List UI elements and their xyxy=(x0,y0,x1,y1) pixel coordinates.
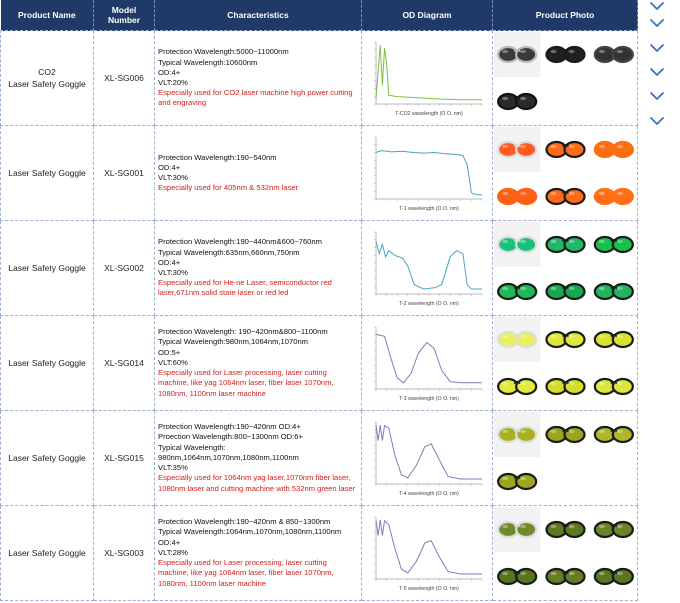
spec-line: Protection Wavelength:5000~11000nm xyxy=(158,47,289,57)
spec-line: Protection Wavelength: 190~420nm&800~1100nm xyxy=(158,327,328,337)
characteristics-cell xyxy=(155,126,362,221)
spec-line: Typical Wavelength:1064nm,1070nm,1080nm,1100nm xyxy=(158,527,342,537)
characteristics-cell xyxy=(155,31,362,126)
goggle-photo xyxy=(498,379,536,394)
od-caption: T-3 wavelength (O O. nm) xyxy=(398,396,459,402)
spec-line: OD:4+ xyxy=(158,257,181,267)
spec-line: Typical Wavelength:10600nm xyxy=(158,57,258,67)
usage-note: Especially used for 405nm & 532nm laser xyxy=(158,183,299,193)
goggle-photo xyxy=(595,189,633,204)
product-name-cell xyxy=(1,316,94,411)
goggle-photo xyxy=(498,94,536,109)
spec-line: Typical Wavelength: xyxy=(158,442,226,452)
od-chart xyxy=(366,132,489,214)
spec-line: OD:4+ xyxy=(158,537,181,547)
product-photo-cell xyxy=(493,506,638,601)
model-number: XL-SG003 xyxy=(94,506,155,601)
product-photo-cell xyxy=(493,126,638,221)
characteristics-cell xyxy=(155,411,362,506)
od-caption: T-5 wavelength (O O. nm) xyxy=(398,586,459,592)
od-caption: T-CO2 wavelength (O O. nm) xyxy=(394,111,463,117)
od-diagram-cell xyxy=(362,506,493,601)
product-name-cell xyxy=(1,31,94,126)
goggle-photo xyxy=(494,32,540,77)
product-photo-cell xyxy=(493,31,638,126)
spec-line: VLT:60% xyxy=(158,357,188,367)
goggle-photo xyxy=(595,427,633,442)
od-diagram-cell xyxy=(362,31,493,126)
goggle-photo xyxy=(547,569,585,584)
spec-line: Protection Wavelength:190~440nm&600~760nm xyxy=(158,237,322,247)
product-name: Laser Safety Goggle xyxy=(8,548,86,558)
goggle-photo xyxy=(498,569,536,584)
column-header-model-number: Model Number xyxy=(94,0,155,31)
spec-line: VLT:35% xyxy=(158,463,188,473)
characteristics-cell xyxy=(155,506,362,601)
characteristics-cell xyxy=(155,316,362,411)
product-photo xyxy=(493,316,638,410)
checkmark-icon xyxy=(649,17,665,29)
product-name-cell xyxy=(1,506,94,601)
product-name: Laser Safety Goggle xyxy=(8,453,86,463)
table-row xyxy=(1,411,638,506)
od-diagram-cell xyxy=(362,221,493,316)
od-caption: T-2 wavelength (O O. nm) xyxy=(398,301,459,307)
spec-line: VLT:28% xyxy=(158,547,188,557)
spec-line: OD:4+ xyxy=(158,162,181,172)
od-caption: T-4 wavelength (O O. nm) xyxy=(398,491,459,497)
goggle-photo xyxy=(494,412,540,457)
model-number: XL-SG006 xyxy=(94,31,155,126)
product-name-cell xyxy=(1,221,94,316)
column-header-od-diagram: OD Diagram xyxy=(362,0,493,31)
spec-line: 980nm,1064nm,1070nm,1080nm,1100nm xyxy=(158,452,299,462)
table-row xyxy=(1,126,638,221)
od-chart xyxy=(366,37,489,119)
goggle-photo xyxy=(498,189,536,204)
product-photo xyxy=(493,506,638,600)
checkmark-icon xyxy=(649,90,665,102)
goggle-photo xyxy=(595,569,633,584)
table-row xyxy=(1,506,638,601)
spec-line: VLT:30% xyxy=(158,173,188,182)
od-diagram-cell xyxy=(362,126,493,221)
goggle-photo xyxy=(595,142,633,157)
model-number: XL-SG002 xyxy=(94,221,155,316)
product-name: CO2 xyxy=(38,67,56,77)
od-chart xyxy=(366,227,489,309)
goggle-photo xyxy=(498,474,536,489)
spec-line: Proection Wavelength:800~1300nm OD:6+ xyxy=(158,432,303,442)
od-chart xyxy=(366,417,489,499)
model-number: XL-SG001 xyxy=(94,126,155,221)
table-row xyxy=(1,316,638,411)
product-photo-cell xyxy=(493,411,638,506)
spec-line: Typical Wavelength:980nm,1064nm,1070nm xyxy=(158,337,308,347)
table-header-row xyxy=(1,0,638,31)
goggle-photo xyxy=(595,332,633,347)
usage-note: Especially used for He-ne Laser, semiconductor red laser,671nm solid state laser or red led xyxy=(158,278,332,298)
goggle-photo xyxy=(547,237,585,252)
checkmark-icon xyxy=(649,115,665,127)
goggle-photo xyxy=(595,47,633,62)
product-photo-cell xyxy=(493,316,638,411)
goggle-photo xyxy=(498,284,536,299)
checkmark-icon xyxy=(649,66,665,78)
usage-note: Especially used for Laser processing, laser cutting machine, like yag 1064nm laser, fiber laser 1070nm, 1080nm, 1100nm laser machine xyxy=(158,368,334,398)
usage-note: Especially used for CO2 laser machine high power cutting and engraving xyxy=(158,88,353,108)
goggle-photo xyxy=(547,284,585,299)
product-photo xyxy=(493,31,638,125)
table-body xyxy=(1,31,638,601)
goggle-photo xyxy=(547,427,585,442)
product-photo xyxy=(493,221,638,315)
spec-line: VLT:20% xyxy=(158,78,188,87)
product-name: Laser Safety Goggle xyxy=(8,79,86,89)
spec-line: Typical Wavelength:635nm,660nm,750nm xyxy=(158,247,300,257)
goggle-photo xyxy=(547,379,585,394)
checkmark-icon xyxy=(649,0,665,12)
od-diagram-cell xyxy=(362,411,493,506)
table-row xyxy=(1,31,638,126)
goggle-photo xyxy=(547,332,585,347)
product-name-cell xyxy=(1,126,94,221)
spec-line: OD:4+ xyxy=(158,67,181,77)
usage-note: Especially used for Laser processing, laser cutting machine, like yag 1064nm laser, fiber laser 1070nm, 1080nm, 1100nm laser machine xyxy=(158,558,334,588)
od-caption: T-1 wavelength (O O. nm) xyxy=(398,206,459,212)
usage-note: Especially used for 1064nm yag laser,1070nm fiber laser, 1080nm laser and cutting machine with 532nm green laser xyxy=(158,473,356,493)
goggle-photo xyxy=(547,47,585,62)
column-header-characteristics: Characteristics xyxy=(155,0,362,31)
goggle-photo xyxy=(595,237,633,252)
goggle-photo xyxy=(494,507,540,552)
goggle-photo xyxy=(595,522,633,537)
model-number: XL-SG015 xyxy=(94,411,155,506)
goggle-photo xyxy=(494,127,540,172)
goggle-photo xyxy=(547,522,585,537)
goggle-photo xyxy=(547,142,585,157)
spec-line: Protection Wavelength:190~420nm & 850~1300nm xyxy=(158,517,331,527)
goggle-photo xyxy=(494,222,540,267)
product-name: Laser Safety Goggle xyxy=(8,168,86,178)
product-photo-cell xyxy=(493,221,638,316)
product-name-cell xyxy=(1,411,94,506)
product-name: Laser Safety Goggle xyxy=(8,263,86,273)
goggle-photo xyxy=(494,317,540,362)
goggle-photo xyxy=(595,284,633,299)
spec-line: VLT:30% xyxy=(158,268,188,277)
od-chart xyxy=(366,512,489,594)
model-number: XL-SG014 xyxy=(94,316,155,411)
goggle-photo xyxy=(595,379,633,394)
spec-line: OD:5+ xyxy=(158,347,181,357)
checkmark-icon xyxy=(649,42,665,54)
product-photo xyxy=(493,411,638,505)
spec-line: Protection Wavelength:190~420nm OD:4+ xyxy=(158,422,301,432)
table-row xyxy=(1,221,638,316)
spec-line: Protection Wavelength:190~540nm xyxy=(158,152,277,162)
product-name: Laser Safety Goggle xyxy=(8,358,86,368)
characteristics-cell xyxy=(155,221,362,316)
goggle-photo xyxy=(547,189,585,204)
product-photo xyxy=(493,126,638,220)
column-header-product-photo: Product Photo xyxy=(493,0,638,31)
column-header-product-name: Product Name xyxy=(1,0,94,31)
od-diagram-cell xyxy=(362,316,493,411)
od-chart xyxy=(366,322,489,404)
